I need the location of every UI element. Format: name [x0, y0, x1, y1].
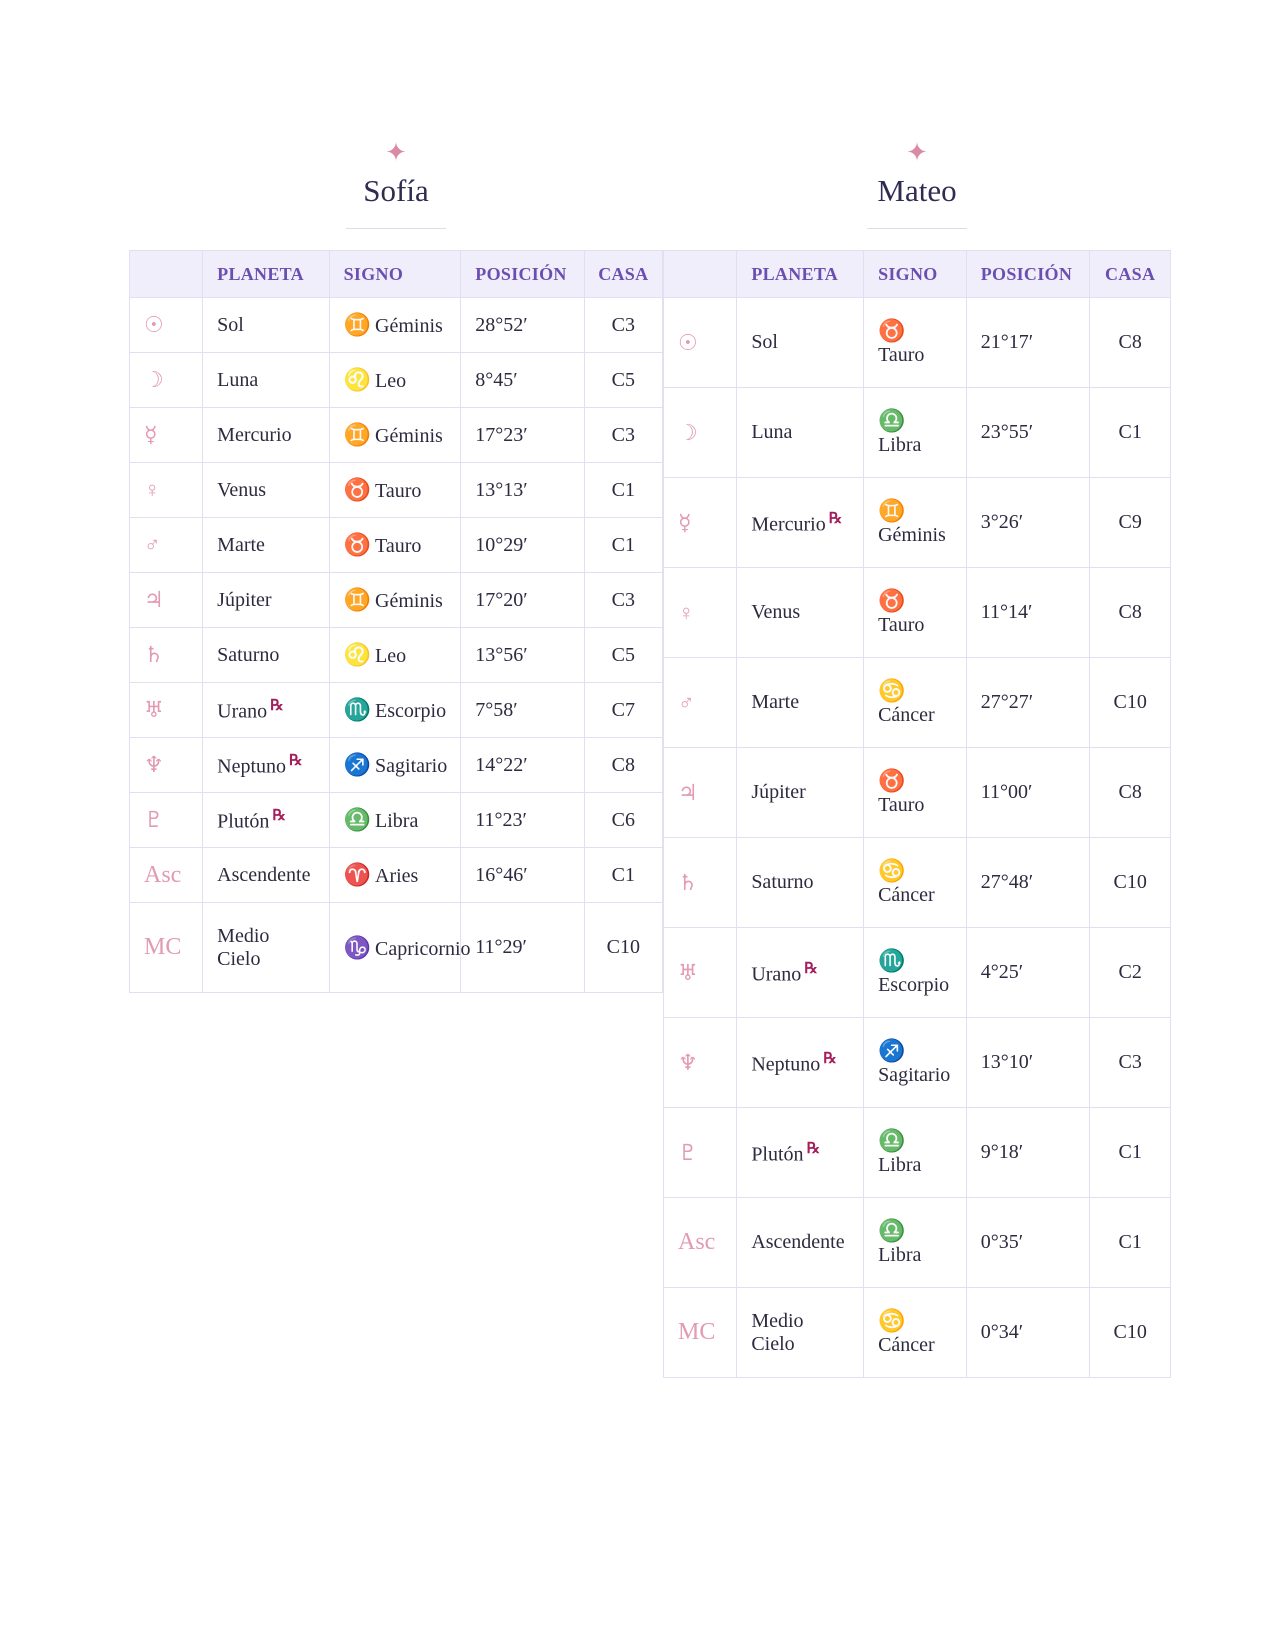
- house-cell: C1: [1090, 1198, 1171, 1288]
- sign-cell: [864, 748, 967, 838]
- position-cell: 8°45′: [461, 353, 584, 408]
- planet-name: Júpiter: [751, 781, 806, 803]
- sign-cell: [864, 1288, 967, 1378]
- position-cell: 11°00′: [966, 748, 1090, 838]
- position-cell: 17°20′: [461, 573, 584, 628]
- zodiac-sign-icon: ♌: [343, 642, 372, 667]
- sign-name: Tauro: [878, 614, 925, 636]
- planet-table: [663, 250, 1171, 1378]
- sign-name: Tauro: [878, 344, 925, 366]
- zodiac-sign-icon: ♊: [343, 312, 372, 337]
- house-cell: C8: [1090, 568, 1171, 658]
- sign-cell: [329, 353, 461, 408]
- planet-name: Plutón: [217, 810, 270, 833]
- planet-cell: [737, 838, 864, 928]
- sign-name: Sagitario: [878, 1064, 951, 1086]
- planet-cell: [203, 298, 329, 353]
- planet-cell: [737, 1288, 864, 1378]
- planet-cell: [203, 353, 329, 408]
- planet-symbol-icon: ♄: [130, 628, 203, 683]
- retrograde-icon: ℞: [804, 960, 818, 977]
- position-cell: 13°10′: [966, 1018, 1090, 1108]
- retrograde-icon: ℞: [270, 698, 284, 715]
- sign-cell: [864, 658, 967, 748]
- zodiac-sign-icon: ♐: [878, 1038, 906, 1063]
- house-cell: C10: [1090, 658, 1171, 748]
- position-cell: 23°55′: [966, 388, 1090, 478]
- position-cell: 11°23′: [461, 793, 584, 848]
- sign-cell: [329, 848, 461, 903]
- planet-symbol-icon: MC: [664, 1288, 737, 1378]
- planet-name: Sol: [217, 313, 244, 336]
- house-cell: C10: [1090, 838, 1171, 928]
- planet-cell: [737, 478, 864, 568]
- zodiac-sign-icon: ♌: [343, 367, 372, 392]
- house-cell: C7: [584, 683, 662, 738]
- col-planeta: PLANETA: [737, 251, 864, 298]
- table-header-row: [130, 251, 663, 298]
- zodiac-sign-icon: ♉: [878, 588, 906, 613]
- planet-name: Plutón: [751, 1143, 804, 1166]
- planet-symbol-icon: ♄: [664, 838, 737, 928]
- chart-mateo: [663, 140, 1171, 1378]
- planet-symbol-icon: ♆: [130, 738, 203, 793]
- col-signo: SIGNO: [864, 251, 967, 298]
- table-row: [130, 408, 663, 463]
- planet-symbol-icon: ♃: [664, 748, 737, 838]
- zodiac-sign-icon: ♉: [878, 768, 906, 793]
- position-cell: 27°27′: [966, 658, 1090, 748]
- planet-symbol-icon: ♇: [664, 1108, 737, 1198]
- planet-cell: [737, 658, 864, 748]
- sign-cell: [329, 903, 471, 993]
- planet-symbol-icon: ♅: [664, 928, 737, 1018]
- planet-cell: [203, 903, 329, 993]
- planet-cell: [203, 518, 329, 573]
- col-signo: SIGNO: [329, 251, 461, 298]
- house-cell: C3: [1090, 1018, 1171, 1108]
- sign-name: Sagitario: [375, 755, 448, 777]
- retrograde-icon: ℞: [823, 1050, 837, 1067]
- sign-name: Géminis: [375, 590, 443, 612]
- sign-name: Tauro: [375, 535, 422, 557]
- table-row: [130, 793, 663, 848]
- planet-symbol-icon: MC: [130, 903, 203, 993]
- position-cell: 21°17′: [966, 298, 1090, 388]
- house-cell: C1: [1090, 388, 1171, 478]
- divider: [867, 228, 967, 229]
- planet-cell: [203, 463, 329, 518]
- zodiac-sign-icon: ♈: [343, 862, 372, 887]
- house-cell: C5: [584, 628, 662, 683]
- table-row: [664, 928, 1171, 1018]
- planet-symbol-icon: ☉: [664, 298, 737, 388]
- sign-cell: [864, 1108, 967, 1198]
- table-row: [664, 298, 1171, 388]
- position-cell: 4°25′: [966, 928, 1090, 1018]
- sparkle-icon: ✦: [906, 138, 928, 168]
- position-cell: 27°48′: [966, 838, 1090, 928]
- zodiac-sign-icon: ♏: [878, 948, 906, 973]
- planet-name: Neptuno: [217, 755, 287, 778]
- planet-cell: [203, 793, 329, 848]
- person-name: Sofía: [363, 173, 429, 208]
- sign-name: Tauro: [878, 794, 925, 816]
- house-cell: C8: [584, 738, 662, 793]
- sign-name: Libra: [878, 1154, 922, 1176]
- sign-name: Cáncer: [878, 704, 935, 726]
- zodiac-sign-icon: ♎: [343, 807, 372, 832]
- retrograde-icon: ℞: [289, 753, 303, 770]
- planet-name: Marte: [217, 533, 265, 556]
- planet-cell: [203, 408, 329, 463]
- planet-name: Saturno: [217, 643, 280, 666]
- planet-symbol-icon: ♅: [130, 683, 203, 738]
- sign-cell: [329, 518, 461, 573]
- zodiac-sign-icon: ♊: [878, 498, 906, 523]
- sign-cell: [864, 298, 967, 388]
- house-cell: C3: [584, 298, 662, 353]
- zodiac-sign-icon: ♎: [878, 408, 906, 433]
- house-cell: C8: [1090, 748, 1171, 838]
- planet-table: [129, 250, 663, 993]
- col-casa: CASA: [1090, 251, 1171, 298]
- sign-cell: [329, 793, 461, 848]
- position-cell: 0°34′: [966, 1288, 1090, 1378]
- col-planeta: PLANETA: [203, 251, 329, 298]
- sign-cell: [864, 1198, 967, 1288]
- table-row: [664, 1108, 1171, 1198]
- house-cell: C10: [1090, 1288, 1171, 1378]
- sign-cell: [864, 838, 967, 928]
- house-cell: C8: [1090, 298, 1171, 388]
- position-cell: 9°18′: [966, 1108, 1090, 1198]
- zodiac-sign-icon: ♎: [878, 1218, 906, 1243]
- planet-symbol-icon: ♇: [130, 793, 203, 848]
- house-cell: C9: [1090, 478, 1171, 568]
- zodiac-sign-icon: ♐: [343, 752, 372, 777]
- position-cell: 13°56′: [461, 628, 584, 683]
- table-row: [664, 748, 1171, 838]
- sign-cell: [329, 683, 461, 738]
- planet-cell: [203, 738, 329, 793]
- table-row: [664, 838, 1171, 928]
- planet-name: Mercurio: [217, 423, 292, 446]
- planet-cell: [203, 628, 329, 683]
- sign-cell: [329, 738, 461, 793]
- planet-name: Urano: [217, 700, 268, 723]
- table-row: [130, 353, 663, 408]
- planet-symbol-icon: ♃: [130, 573, 203, 628]
- sign-cell: [864, 568, 967, 658]
- planet-name: Venus: [217, 478, 267, 501]
- planet-cell: [737, 748, 864, 838]
- planet-name: Júpiter: [217, 588, 272, 611]
- retrograde-icon: ℞: [828, 510, 843, 527]
- table-row: [130, 903, 663, 993]
- house-cell: C1: [1090, 1108, 1171, 1198]
- position-cell: 10°29′: [461, 518, 584, 573]
- table-row: [130, 683, 663, 738]
- planet-name: Ascendente: [751, 1231, 845, 1253]
- house-cell: C3: [584, 573, 662, 628]
- sign-name: Aries: [375, 865, 419, 887]
- table-header-row: [664, 251, 1171, 298]
- planet-symbol-icon: ☽: [664, 388, 737, 478]
- sign-name: Escorpio: [878, 974, 950, 996]
- zodiac-sign-icon: ♊: [343, 587, 372, 612]
- house-cell: C6: [584, 793, 662, 848]
- planet-cell: [203, 848, 329, 903]
- position-cell: 14°22′: [461, 738, 584, 793]
- planet-name: Marte: [751, 691, 800, 713]
- zodiac-sign-icon: ♎: [878, 1128, 906, 1153]
- planet-name: Neptuno: [751, 1053, 821, 1076]
- sign-name: Leo: [375, 370, 407, 392]
- planet-name: Ascendente: [217, 863, 311, 886]
- col-symbol: [130, 251, 203, 298]
- planet-symbol-icon: ♆: [664, 1018, 737, 1108]
- retrograde-icon: ℞: [806, 1140, 821, 1157]
- col-casa: CASA: [584, 251, 662, 298]
- planet-name: Sol: [751, 331, 778, 353]
- divider: [346, 228, 446, 229]
- house-cell: C10: [584, 903, 662, 993]
- table-row: [664, 658, 1171, 748]
- position-cell: 13°13′: [461, 463, 584, 518]
- planet-symbol-icon: ☿: [664, 478, 737, 568]
- sign-name: Géminis: [375, 425, 443, 447]
- position-cell: 28°52′: [461, 298, 584, 353]
- planet-cell: [737, 1198, 864, 1288]
- planet-symbol-icon: Asc: [664, 1198, 737, 1288]
- sign-cell: [329, 408, 461, 463]
- planet-name: Luna: [751, 421, 793, 443]
- table-row: [130, 518, 663, 573]
- planet-name: Venus: [751, 601, 801, 623]
- planet-symbol-icon: Asc: [130, 848, 203, 903]
- sign-name: Tauro: [375, 480, 422, 502]
- position-cell: 0°35′: [966, 1198, 1090, 1288]
- planet-name: Medio Cielo: [751, 1309, 804, 1355]
- sign-cell: [329, 628, 461, 683]
- planet-cell: [737, 298, 864, 388]
- table-row: [664, 1018, 1171, 1108]
- planet-symbol-icon: ☿: [130, 408, 203, 463]
- planet-name: Saturno: [751, 871, 814, 893]
- table-row: [664, 1198, 1171, 1288]
- planet-name: Mercurio: [751, 513, 826, 536]
- planet-cell: [737, 1108, 864, 1198]
- col-symbol: [664, 251, 737, 298]
- sign-cell: [864, 478, 967, 568]
- planet-cell: [203, 683, 329, 738]
- person-name: Mateo: [877, 173, 957, 208]
- planet-cell: [737, 568, 864, 658]
- sign-cell: [329, 573, 461, 628]
- position-cell: 7°58′: [461, 683, 584, 738]
- house-cell: C1: [584, 848, 662, 903]
- planet-symbol-icon: ♀: [664, 568, 737, 658]
- table-row: [664, 568, 1171, 658]
- zodiac-sign-icon: ♑: [343, 934, 372, 960]
- house-cell: C1: [584, 463, 662, 518]
- zodiac-sign-icon: ♉: [343, 532, 372, 557]
- planet-symbol-icon: ☽: [130, 353, 203, 408]
- sign-cell: [864, 1018, 967, 1108]
- sign-name: Escorpio: [375, 700, 447, 722]
- col-posicion: POSICIÓN: [461, 251, 584, 298]
- sign-name: Libra: [878, 1244, 922, 1266]
- sign-name: Cáncer: [878, 1334, 935, 1356]
- table-row: [130, 848, 663, 903]
- table-row: [130, 573, 663, 628]
- table-row: [664, 388, 1171, 478]
- table-row: [664, 1288, 1171, 1378]
- table-row: [130, 628, 663, 683]
- zodiac-sign-icon: ♋: [878, 1308, 906, 1333]
- position-cell: 11°14′: [966, 568, 1090, 658]
- table-row: [130, 463, 663, 518]
- planet-cell: [737, 928, 864, 1018]
- zodiac-sign-icon: ♏: [343, 697, 372, 722]
- sign-cell: [864, 928, 967, 1018]
- position-cell: 16°46′: [461, 848, 584, 903]
- col-posicion: POSICIÓN: [966, 251, 1090, 298]
- zodiac-sign-icon: ♉: [343, 477, 372, 502]
- sign-name: Géminis: [878, 524, 946, 546]
- table-row: [130, 298, 663, 353]
- position-cell: 11°29′: [461, 903, 584, 993]
- planet-cell: [737, 388, 864, 478]
- sign-name: Leo: [375, 645, 407, 667]
- zodiac-sign-icon: ♊: [343, 422, 372, 447]
- sign-name: Cáncer: [878, 884, 935, 906]
- table-row: [664, 478, 1171, 568]
- zodiac-sign-icon: ♋: [878, 678, 906, 703]
- sign-name: Géminis: [375, 315, 443, 337]
- sparkle-icon: ✦: [385, 138, 407, 168]
- planet-name: Luna: [217, 368, 259, 391]
- chart-header: [129, 140, 663, 250]
- sign-cell: [329, 298, 461, 353]
- planet-symbol-icon: ♂: [130, 518, 203, 573]
- retrograde-icon: ℞: [272, 808, 286, 825]
- position-cell: 17°23′: [461, 408, 584, 463]
- house-cell: C2: [1090, 928, 1171, 1018]
- house-cell: C3: [584, 408, 662, 463]
- house-cell: C5: [584, 353, 662, 408]
- sign-cell: [864, 388, 967, 478]
- chart-sofia: [129, 140, 663, 993]
- zodiac-sign-icon: ♋: [878, 858, 906, 883]
- planet-symbol-icon: ☉: [130, 298, 203, 353]
- planet-symbol-icon: ♀: [130, 463, 203, 518]
- planet-cell: [737, 1018, 864, 1108]
- sign-name: Capricornio: [375, 937, 471, 960]
- zodiac-sign-icon: ♉: [878, 318, 906, 343]
- sign-name: Libra: [375, 810, 419, 832]
- sign-cell: [329, 463, 461, 518]
- house-cell: C1: [584, 518, 662, 573]
- sign-name: Libra: [878, 434, 922, 456]
- position-cell: 3°26′: [966, 478, 1090, 568]
- chart-header: [663, 140, 1171, 250]
- planet-symbol-icon: ♂: [664, 658, 737, 748]
- planet-cell: [203, 573, 329, 628]
- planet-name: Medio Cielo: [217, 924, 270, 970]
- table-row: [130, 738, 663, 793]
- planet-name: Urano: [751, 963, 802, 986]
